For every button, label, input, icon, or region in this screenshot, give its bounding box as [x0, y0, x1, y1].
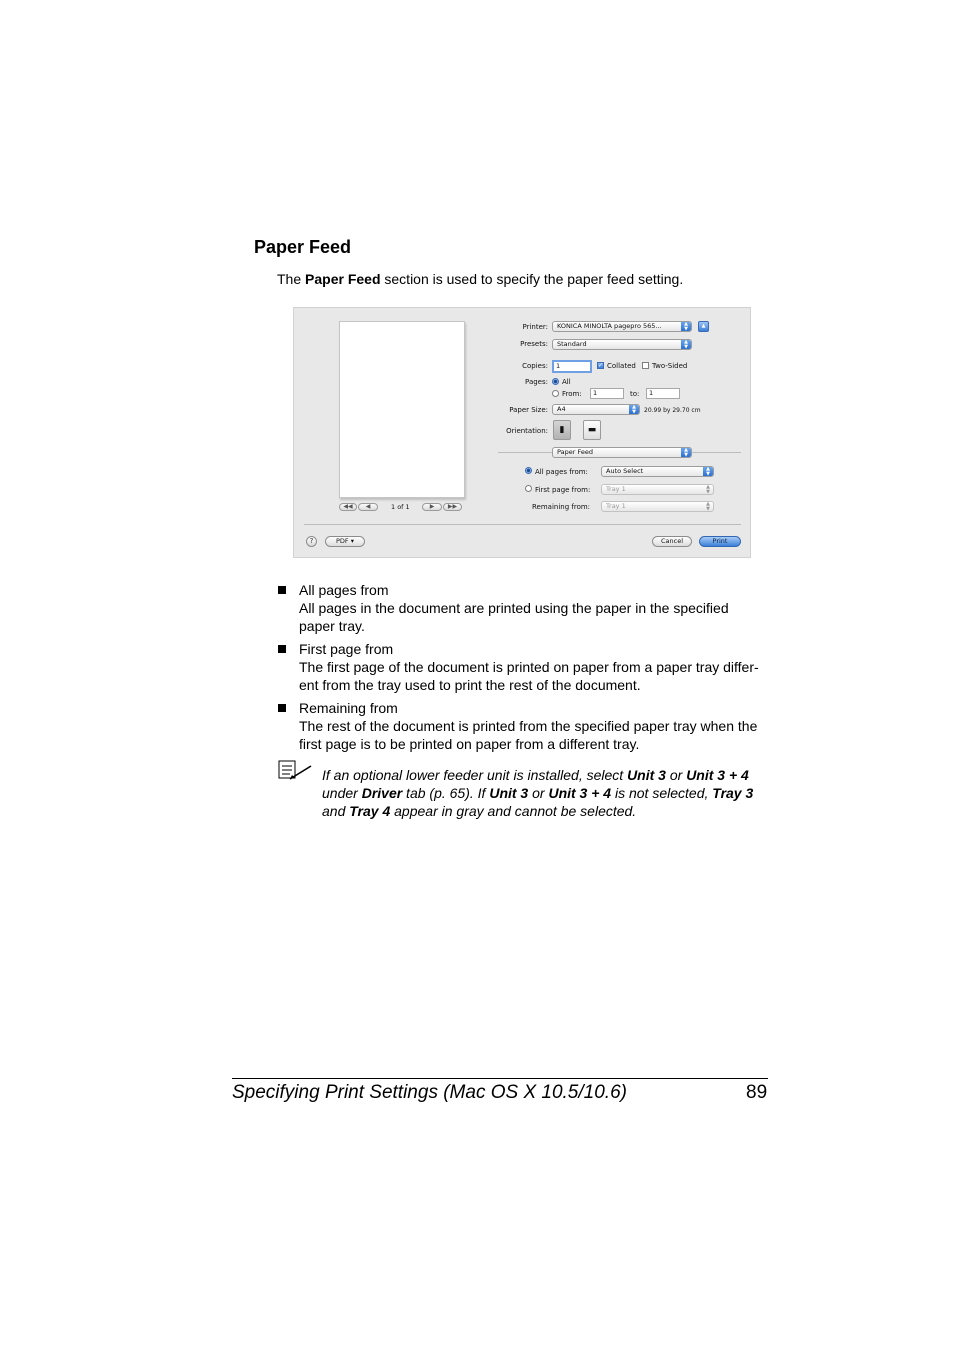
popup-arrows-icon: ▲ ▼	[706, 484, 710, 495]
portrait-icon: ▮	[559, 425, 565, 435]
pages-label: Pages:	[525, 378, 548, 386]
remaining-from-label: Remaining from:	[532, 503, 591, 511]
presets-popup[interactable]: Standard ▲ ▼	[552, 339, 692, 350]
section-heading: Paper Feed	[254, 237, 352, 257]
print-dialog	[293, 307, 751, 558]
bullet-text: The first page of the document is printed on paper from a paper tray differ-ent from the tray used to print the rest of the document.	[299, 659, 759, 693]
popup-arrows-icon: ▲ ▼	[629, 405, 639, 414]
print-button[interactable]: Print	[699, 536, 741, 547]
paper-size-label: Paper Size:	[509, 406, 548, 414]
all-pages-from-label: All pages from:	[535, 468, 588, 476]
two-sided-label: Two-Sided	[652, 362, 688, 370]
popup-arrows-icon: ▲ ▼	[681, 448, 691, 457]
bullet-marker	[278, 645, 286, 653]
footer-rule	[232, 1078, 768, 1079]
bullet-marker	[278, 704, 286, 712]
all-pages-from-radio[interactable]	[525, 467, 532, 474]
pdf-button[interactable]: PDF ▾	[325, 536, 365, 547]
printer-label: Printer:	[522, 323, 548, 331]
next-page-button[interactable]: ▶	[422, 503, 442, 511]
page-number: 89	[746, 1082, 768, 1103]
bullet-text: The rest of the document is printed from the specified paper tray when the first page is to be printed on paper from a different tray.	[299, 718, 758, 752]
orientation-label: Orientation:	[506, 427, 548, 435]
all-pages-from-popup[interactable]: Auto Select ▲ ▼	[601, 466, 714, 477]
last-page-button[interactable]: ▶▶	[443, 503, 462, 511]
popup-arrows-icon: ▲ ▼	[706, 501, 710, 512]
pages-from-radio[interactable]	[552, 390, 559, 397]
previous-page-button[interactable]: ◀	[358, 503, 378, 511]
note-icon	[278, 760, 314, 782]
bullet-marker	[278, 586, 286, 594]
bullet-title: Remaining from	[299, 700, 398, 716]
popup-arrows-icon: ▲ ▼	[681, 322, 691, 331]
intro-paragraph: The Paper Feed section is used to specify the paper feed setting.	[277, 271, 684, 287]
pages-from-label: From:	[562, 390, 582, 398]
paper-size-dimensions: 20.99 by 29.70 cm	[644, 407, 701, 414]
copies-label: Copies:	[522, 362, 548, 370]
pages-from-field[interactable]: 1	[590, 388, 624, 399]
note-text: If an optional lower feeder unit is installed, select Unit 3 or Unit 3 + 4 under Driver tab (p. 65). If Unit 3 or Unit 3 + 4 is not selected, Tray 3 and Tray 4 appear in gray and cannot be selected.	[322, 767, 754, 819]
collated-label: Collated	[607, 362, 636, 370]
help-button[interactable]	[306, 536, 317, 547]
copies-field[interactable]: 1	[552, 360, 592, 373]
pages-all-radio[interactable]	[552, 378, 559, 385]
bullet-title: First page from	[299, 641, 394, 657]
disclosure-button[interactable]: ▲	[698, 321, 709, 332]
collated-checkbox[interactable]: ✓	[598, 362, 604, 369]
pages-to-label: to:	[630, 390, 640, 398]
page-preview	[339, 321, 465, 498]
landscape-orientation-button[interactable]	[583, 420, 601, 440]
pages-all-label: All	[562, 378, 571, 386]
bullet-title: All pages from	[299, 582, 389, 598]
first-page-from-radio[interactable]	[525, 485, 532, 492]
printer-popup[interactable]: KONICA MINOLTA pagepro 565... ▲ ▼	[552, 321, 692, 332]
portrait-orientation-button[interactable]	[553, 420, 571, 440]
two-sided-checkbox[interactable]	[642, 362, 649, 369]
landscape-icon: ▬	[587, 425, 597, 435]
pages-to-field[interactable]: 1	[646, 388, 680, 399]
page-counter: 1 of 1	[391, 503, 410, 511]
cancel-button[interactable]: Cancel	[652, 536, 692, 547]
first-page-from-label: First page from:	[535, 486, 591, 494]
footer-title: Specifying Print Settings (Mac OS X 10.5/10.6)	[232, 1082, 627, 1103]
bottom-separator	[304, 524, 741, 525]
presets-label: Presets:	[520, 340, 548, 348]
first-page-button[interactable]: ◀◀	[339, 503, 357, 511]
popup-arrows-icon: ▲ ▼	[681, 340, 691, 349]
first-page-from-popup[interactable]: Tray 1 ▲ ▼	[601, 484, 714, 495]
bullet-text: All pages in the document are printed using the paper in the specified paper tray.	[299, 600, 729, 634]
section-popup[interactable]: Paper Feed ▲ ▼	[552, 447, 692, 458]
paper-size-popup[interactable]: A4 ▲ ▼	[552, 404, 640, 415]
help-icon: ?	[309, 537, 314, 545]
remaining-from-popup[interactable]: Tray 1 ▲ ▼	[601, 501, 714, 512]
popup-arrows-icon: ▲ ▼	[703, 467, 713, 476]
